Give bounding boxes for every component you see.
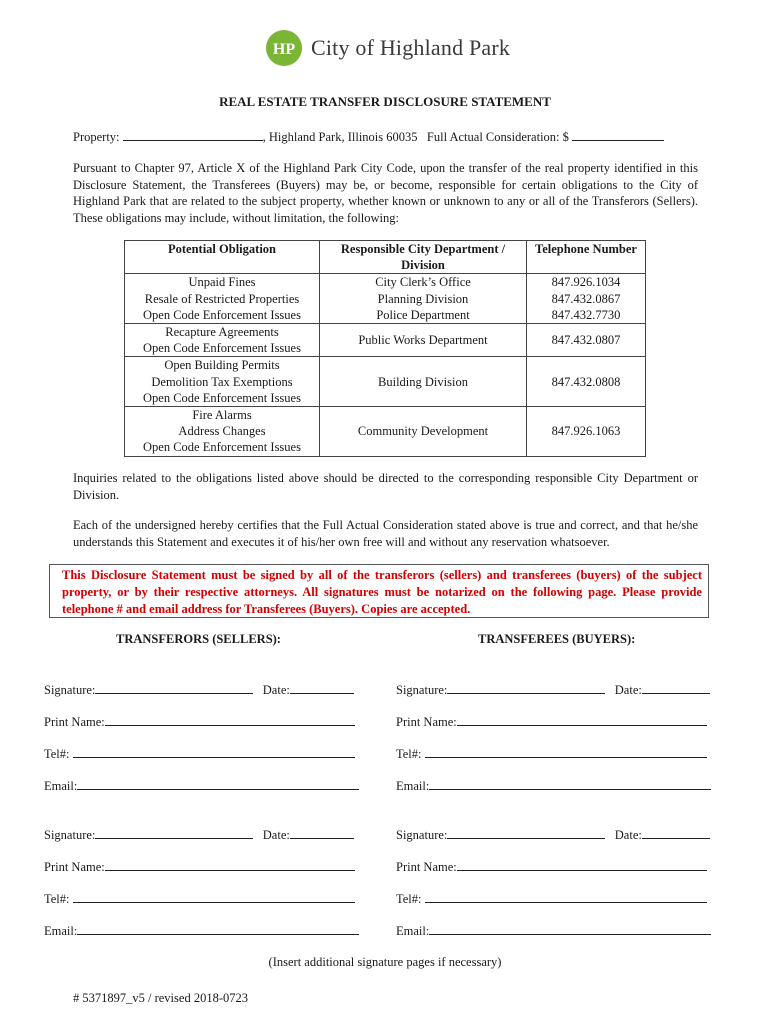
seller-email-row [44, 777, 359, 794]
highland-park-logo-icon [265, 29, 303, 67]
tel-label: Tel#: [44, 747, 70, 761]
tel-label: Tel#: [396, 892, 422, 906]
phone-cell: 847.432.0808 [527, 357, 646, 407]
certification-paragraph: Each of the undersigned hereby certifies that the Full Actual Consideration stated above is true and correct, and that he/she understands this Statement and executes it of his/her own free will and without any reservation whatsoever. [73, 518, 698, 549]
department-cell: Community Development [320, 407, 527, 457]
buyer-date-field[interactable] [642, 826, 710, 839]
obligation-item: Open Code Enforcement Issues [143, 440, 301, 455]
seller-name-row [44, 713, 355, 730]
table-row [125, 357, 646, 407]
obligation-cell [125, 324, 320, 357]
seller-name-row [44, 858, 355, 875]
seller-signature-row [44, 826, 354, 843]
property-location: , Highland Park, Illinois 60035 [262, 130, 418, 144]
department-cell: Public Works Department [320, 324, 527, 357]
seller-tel-field[interactable] [73, 745, 355, 758]
date-label: Date: [614, 683, 642, 697]
phone-item: 847.926.1034 [551, 275, 621, 290]
signature-label: Signature: [396, 683, 448, 697]
table-row [125, 407, 646, 457]
tel-label: Tel#: [396, 747, 422, 761]
department-item: City Clerk’s Office [375, 275, 471, 290]
phone-cell [527, 274, 646, 324]
email-label: Email: [396, 779, 430, 793]
seller-signature-field[interactable] [95, 826, 253, 839]
department-cell [320, 274, 527, 324]
print-name-label: Print Name: [396, 715, 457, 729]
obligation-item: Fire Alarms [192, 408, 252, 423]
table-header-row [125, 241, 646, 274]
consideration-field[interactable] [572, 128, 664, 141]
seller-name-field[interactable] [105, 713, 355, 726]
consideration-label: Full Actual Consideration: $ [426, 130, 569, 144]
logo-mark: HP [272, 41, 296, 58]
obligation-item: Open Building Permits [164, 358, 280, 373]
buyer-name-field[interactable] [457, 858, 707, 871]
header-department: Responsible City Department / Division [320, 241, 527, 274]
date-label: Date: [262, 683, 290, 697]
tel-label: Tel#: [44, 892, 70, 906]
seller-email-field[interactable] [77, 777, 359, 790]
buyer-name-row [396, 713, 707, 730]
seller-name-field[interactable] [105, 858, 355, 871]
obligation-cell [125, 357, 320, 407]
seller-tel-row [44, 745, 355, 762]
department-item: Police Department [376, 307, 470, 322]
seller-email-field[interactable] [77, 922, 359, 935]
buyer-email-field[interactable] [429, 922, 711, 935]
phone-cell: 847.432.0807 [527, 324, 646, 357]
city-logo [265, 28, 510, 68]
obligation-item: Resale of Restricted Properties [144, 291, 300, 306]
document-title: REAL ESTATE TRANSFER DISCLOSURE STATEMENT [219, 94, 551, 109]
seller-date-field[interactable] [290, 681, 354, 694]
obligation-item: Address Changes [178, 424, 266, 439]
buyer-tel-row [396, 745, 707, 762]
department-cell: Building Division [320, 357, 527, 407]
seller-tel-row [44, 890, 355, 907]
obligations-table [124, 240, 646, 457]
obligation-cell [125, 407, 320, 457]
buyers-heading: TRANSFEREES (BUYERS): [478, 632, 636, 646]
buyer-signature-field[interactable] [447, 826, 605, 839]
seller-signature-field[interactable] [95, 681, 253, 694]
buyer-signature-field[interactable] [447, 681, 605, 694]
buyer-signature-row [396, 826, 710, 843]
inquiries-paragraph: Inquiries related to the obligations listed above should be directed to the corresponding responsible City Department or Division. [73, 471, 698, 502]
signature-label: Signature: [396, 828, 448, 842]
obligation-cell [125, 274, 320, 324]
buyer-email-row [396, 777, 711, 794]
header-obligation: Potential Obligation [125, 241, 320, 274]
seller-date-field[interactable] [290, 826, 354, 839]
date-label: Date: [614, 828, 642, 842]
buyer-tel-field[interactable] [425, 745, 707, 758]
phone-cell: 847.926.1063 [527, 407, 646, 457]
intro-paragraph: Pursuant to Chapter 97, Article X of the Highland Park City Code, upon the transfer of the real property identified in this Disclosure Statement, the Transferees (Buyers) may be, or become, responsible for certain obligations to the City of Highland Park that are related to the subject property, whether known or unknown to any or all of the Transferors (Sellers). These obligations may include, without limitation, the following: [73, 161, 698, 225]
obligation-item: Unpaid Fines [188, 275, 256, 290]
buyer-name-field[interactable] [457, 713, 707, 726]
signature-label: Signature: [44, 828, 96, 842]
buyer-tel-field[interactable] [425, 890, 707, 903]
sellers-heading: TRANSFERORS (SELLERS): [116, 632, 281, 646]
date-label: Date: [262, 828, 290, 842]
email-label: Email: [44, 924, 78, 938]
department-item: Planning Division [377, 291, 469, 306]
logo-text: City of Highland Park [311, 35, 511, 60]
obligation-item: Demolition Tax Exemptions [151, 374, 293, 389]
obligation-item: Recapture Agreements [165, 325, 279, 340]
obligation-item: Open Code Enforcement Issues [143, 307, 301, 322]
buyer-signature-row [396, 681, 710, 698]
additional-pages-note: (Insert additional signature pages if necessary) [268, 955, 502, 969]
document-number: # 5371897_v5 / revised 2018-0723 [73, 991, 248, 1005]
buyer-email-field[interactable] [429, 777, 711, 790]
signature-label: Signature: [44, 683, 96, 697]
signature-notice: This Disclosure Statement must be signed by all of the transferors (sellers) and transferees (buyers) of the subject property, or by their respective attorneys. All signatures must be notarized on the following page. Please provide telephone # and email address for Transferees (Buyers). Copies are accepted. [49, 564, 709, 618]
seller-signature-row [44, 681, 354, 698]
obligation-item: Open Code Enforcement Issues [143, 390, 301, 405]
phone-item: 847.432.0867 [551, 291, 621, 306]
email-label: Email: [396, 924, 430, 938]
seller-email-row [44, 922, 359, 939]
print-name-label: Print Name: [396, 860, 457, 874]
table-row [125, 324, 646, 357]
email-label: Email: [44, 779, 78, 793]
property-line [73, 128, 664, 145]
buyer-name-row [396, 858, 707, 875]
buyer-date-field[interactable] [642, 681, 710, 694]
header-phone: Telephone Number [527, 241, 646, 274]
print-name-label: Print Name: [44, 715, 105, 729]
property-label: Property: [73, 130, 120, 144]
seller-tel-field[interactable] [73, 890, 355, 903]
obligation-item: Open Code Enforcement Issues [143, 341, 301, 356]
buyer-email-row [396, 922, 711, 939]
print-name-label: Print Name: [44, 860, 105, 874]
property-field[interactable] [123, 128, 263, 141]
phone-item: 847.432.7730 [551, 307, 621, 322]
buyer-tel-row [396, 890, 707, 907]
